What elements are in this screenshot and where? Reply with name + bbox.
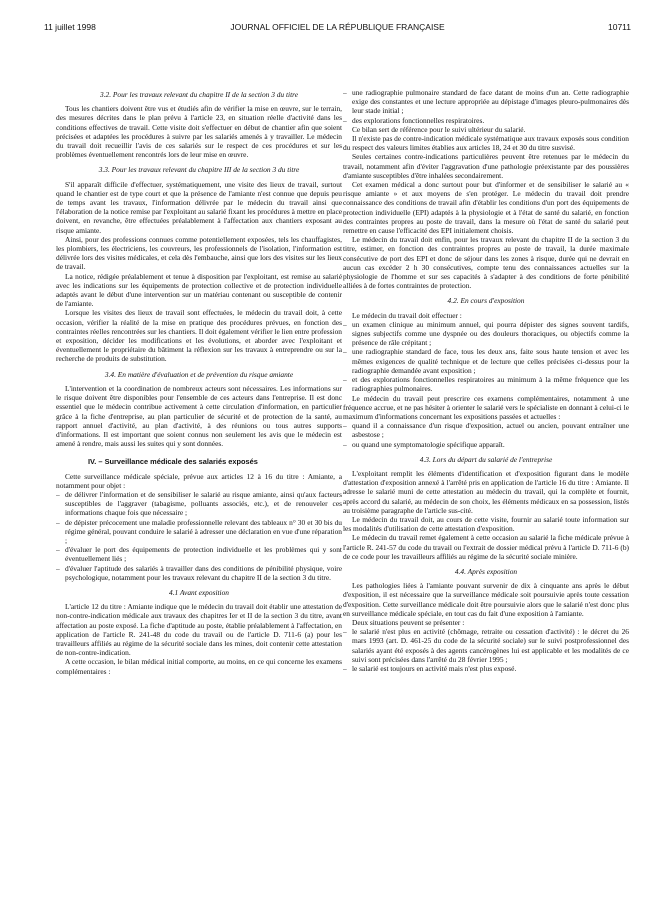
right-column — [343, 88, 629, 888]
list-item: – un examen clinique au minimum annuel, qui pourra dépister des signes souvent tardifs, signes subjectifs comme une dyspnée ou des douleurs thoraciques, ou objectifs comme la présence de râle crépitant ; — [343, 320, 629, 348]
paragraph: Lorsque les visites des lieux de travail sont effectuées, le médecin du travail doit, à cette occasion, vérifier la réalité de la mise en pratique des procédures prévues, en fonction des contraintes réelles rencontrées sur les chantiers. Il doit également vérifier le lien entre profession et exposition, décider les modifications et les évolutions, et aborder avec l'exploitant et éventuellement le propriétaire du bâtiment la réflexion sur les travaux à entreprendre ou sur la recherche de produits de substitution. — [56, 308, 342, 364]
paragraph: Le médecin du travail doit enfin, pour les travaux relevant du chapitre II de la section 3 du titre, estimer, en fonction des contraintes propres au poste de travail, la durée maximale consécutive de port des EPI et donc de séjour dans les zones à risque, durée qui ne devrait en aucun cas excéder 2 h 30 consécutives, compte tenu des connaissances actuelles sur la physiologie de l'homme et sur ses capacités à s'adapter à des conditions de forte pénibilité alliées à de fortes contraintes de protection. — [343, 235, 629, 291]
list-item: – une radiographie pulmonaire standard de face datant de moins d'un an. Cette radiographie exige des constantes et une lecture appropriée au dépistage d'images pleuro-pulmonaires dès leur stade initial ; — [343, 88, 629, 116]
referral-list — [343, 421, 629, 449]
list-item: – une radiographie standard de face, tous les deux ans, faite sous haute tension et avec les mêmes exigences de qualité technique et de lecture que celles précisées ci-dessus pour la radiographie demandée avant exposition ; — [343, 347, 629, 375]
paragraph: Cet examen médical a donc surtout pour but d'informer et de sensibiliser le salarié au « risque amiante » et aux moyens de s'en protéger. Le médecin du travail doit prendre connaissance des conditions de travail afin d'établir les conditions d'un port des équipements de protection individuelle (EPI) adaptés à la physiologie et à l'état de santé du salarié, en fonction des contraintes propres au poste de travail, dans la mesure où l'état de santé du salarié peut remettre en cause l'efficacité des EPI initialement choisis. — [343, 180, 629, 236]
list-item: – de dépister précocement une maladie professionnelle relevant des tableaux n° 30 et 30 bis du régime général, pouvant conduire le salarié à adresser une déclaration en vue d'une réparation ; — [56, 518, 342, 546]
paragraph: A cette occasion, le bilan médical initial comporte, au moins, en ce qui concerne les examens complémentaires : — [56, 657, 342, 676]
list-item: – d'évaluer le port des équipements de protection individuelle et les problèmes qui y sont éventuellement liés ; — [56, 545, 342, 563]
paragraph: Cette surveillance médicale spéciale, prévue aux articles 12 à 16 du titre : Amiante, a notamment pour objet : — [56, 471, 342, 490]
section-title-3-2: 3.2. Pour les travaux relevant du chapitre II de la section 3 du titre — [99, 90, 299, 99]
section-title-4-1: 4.1 Avant exposition — [168, 587, 229, 597]
paragraph: L'intervention et la coordination de nombreux acteurs sont nécessaires. Les informations sur le risque doivent être disponibles pour l'ensemble de ces acteurs dans l'entreprise. Il est donc essentiel que le médecin contribue activement à cette circulation d'information, en particulier grâce à la fiche d'entreprise, au plan particulier de sécurité et de protection de la santé, au rapport annuel d'activité, au plan d'activité, à des réunions ou tous autres supports d'informations. Il est important que soient connus non seulement les avis que le médecin est amené à rendre, mais aussi les suites qui y sont données. — [56, 383, 342, 449]
header-journal-title: JOURNAL OFFICIEL DE LA RÉPUBLIQUE FRANÇAISE — [230, 22, 445, 32]
section-title-3-4: 3.4. En matière d'évaluation et de prévention du risque amiante — [104, 369, 294, 379]
exposure-exams-list — [343, 320, 629, 394]
list-item: – des explorations fonctionnelles respiratoires. — [343, 116, 629, 125]
post-exposure-list — [343, 627, 629, 673]
paragraph: S'il apparaît difficile d'effectuer, systématiquement, une visite des lieux de travail, surtout quand le chantier est de type court et que la présence de l'amiante n'est connue que depuis peu de temps avant les travaux, l'information délivrée par le médecin du travail ainsi que l'élaboration de la notice remise par l'exploitant au salarié fixant les procédures à mettre en place doivent, en revanche, être effectuées préalablement à l'affectation aux chantiers exposant au risque amiante. — [56, 179, 342, 235]
paragraph: Le médecin du travail doit, au cours de cette visite, fournir au salarié toute information sur les modalités d'utilisation de cette attestation d'exposition. — [343, 514, 629, 534]
paragraph: Ainsi, pour des professions connues comme potentiellement exposées, tels les chauffagistes, les plombiers, les électriciens, les couvreurs, les professionnels de l'isolation, l'information est délivrée lors des visites médicales, et cela dès l'embauche, ainsi que lors des visites sur les lieux de travail. — [56, 234, 342, 272]
list-item: – ou quand une symptomatologie spécifique apparaît. — [343, 440, 629, 449]
paragraph: Le médecin du travail remet également à cette occasion au salarié la fiche médicale prévue à l'article R. 241-57 du code du travail ou l'extrait de dossier médical prévu à l'article D. 711-6 (b) de ce code pour les travailleurs affiliés au régime de la sécurité sociale minière. — [343, 533, 629, 561]
list-item: – le salarié n'est plus en activité (chômage, retraite ou cessation d'activité) : le décret du 26 mars 1993 (art. D. 461-25 du code de la sécurité sociale) sur le suivi postprofessionnel des salariés ayant été exposés à des agents cancérogènes lui est applicable et les modalités de ce suivi sont précisées dans l'arrêté du 28 février 1995 ; — [343, 627, 629, 664]
paragraph: Le médecin du travail doit effectuer : — [352, 310, 462, 320]
paragraph: Les pathologies liées à l'amiante pouvant survenir de dix à cinquante ans après le début d'exposition, il est nécessaire que la surveillance médicale soit poursuivie après toute cessation d'exposition. Cette surveillance médicale doit être poursuivie alors que le salarié n'est donc plus en surveillance médicale spéciale, en tout cas du fait d'une exposition à l'amiante. — [343, 581, 629, 618]
initial-exams-list — [343, 88, 629, 125]
section-title-4-3: 4.3. Lors du départ du salarié de l'entreprise — [419, 454, 553, 464]
paragraph: Tous les chantiers doivent être vus et étudiés afin de vérifier la mise en œuvre, sur le terrain, des mesures décrites dans le plan prévu à l'article 23, en situation réelle d'activité dans les conditions effectives de travail. Cette visite doit s'effectuer en début de chantier afin que soient précisées et adaptées les procédures à suivre par les salariés amenés à y travailler. Le médecin du travail doit recueillir l'avis de ces salariés sur le respect de ces procédures et sur les problèmes éventuellement rencontrés lors de leur mise en œuvre. — [56, 104, 342, 160]
paragraph: Le médecin du travail peut prescrire ces examens complémentaires, notamment à une fréquence accrue, et ne pas hésiter à orienter le salarié vers le spécialiste en donnant à celui-ci le maximum d'informations concernant les expositions passées et actuelles : — [343, 393, 629, 421]
header-page-number: 10711 — [607, 22, 631, 32]
list-item: – de délivrer l'information et de sensibiliser le salarié au risque amiante, ainsi qu'aux facteurs susceptibles de l'aggraver (tabagisme, polluants associés, etc.), et de renouveler ces informations chaque fois que nécessaire ; — [56, 490, 342, 518]
list-item: – d'évaluer l'aptitude des salariés à travailler dans des conditions de pénibilité physique, voire psychologique, notamment pour les travaux relevant du chapitre II de la section 3 du titre. — [56, 564, 342, 582]
section-title-4-2: 4.2. En cours d'exposition — [447, 296, 525, 306]
paragraph: Ce bilan sert de référence pour le suivi ultérieur du salarié. — [352, 124, 526, 134]
objectives-list — [56, 490, 342, 582]
list-item: – et des explorations fonctionnelles respiratoires au minimum à la même fréquence que les radiographies pulmonaires. — [343, 375, 629, 393]
header-date: 11 juillet 1998 — [44, 22, 96, 32]
list-item: – quand il a connaissance d'un risque d'exposition, actuel ou ancien, pouvant entraîner une asbestose ; — [343, 421, 629, 439]
list-item: – le salarié est toujours en activité mais n'est plus exposé. — [343, 664, 629, 673]
paragraph: L'exploitant remplit les éléments d'identification et d'exposition figurant dans le modèle d'attestation d'exposition annexé à l'arrêté pris en application de l'article 16 du titre : Amiante. Il adresse le salarié muni de cette attestation au médecin du travail, qui la complète et fournit, après accord du salarié, au médecin de son choix, les éléments médicaux en sa possession, listés au troisième paragraphe de l'article sus-cité. — [343, 468, 629, 515]
section-title-4-4: 4.4. Après exposition — [454, 566, 518, 576]
section-title-iv: IV. – Surveillance médicale des salariés exposés — [88, 457, 258, 467]
paragraph: Deux situations peuvent se présenter : — [352, 617, 465, 627]
left-column — [56, 90, 342, 890]
paragraph: L'article 12 du titre : Amiante indique que le médecin du travail doit établir une attestation de non-contre-indication médicale aux travaux des chapitres Ier et II de la section 3 du titre, avant affectation au poste exposé. La fiche d'aptitude au poste, établie préalablement à l'affectation, en application de l'article R. 241-48 du code du travail ou de l'article D. 711-6 (a) pour les travailleurs affiliés au régime de la sécurité sociale dans les mines, doit contenir cette attestation de non-contre-indication. — [56, 602, 342, 658]
running-header — [44, 20, 631, 34]
paragraph: Il n'existe pas de contre-indication médicale systématique aux travaux exposés sous condition du respect des valeurs limites établies aux articles 18, 24 et 30 du titre susvisé. — [343, 134, 629, 153]
paragraph: Seules certaines contre-indications particulières peuvent être retenues par le médecin du travail, notamment afin d'éviter l'aggravation d'une pathologie préexistante par des poussières d'amiante susceptibles d'être inhalées secondairement. — [343, 152, 629, 180]
section-title-3-3: 3.3. Pour les travaux relevant du chapitre III de la section 3 du titre — [98, 165, 300, 175]
paragraph: La notice, rédigée préalablement et tenue à disposition par l'exploitant, est remise au salarié avec les indications sur les équipements de protection collective et de protection individuelle adaptés avant le début d'une intervention sur un matériau contenant ou susceptible de contenir de l'amiante. — [56, 271, 342, 309]
